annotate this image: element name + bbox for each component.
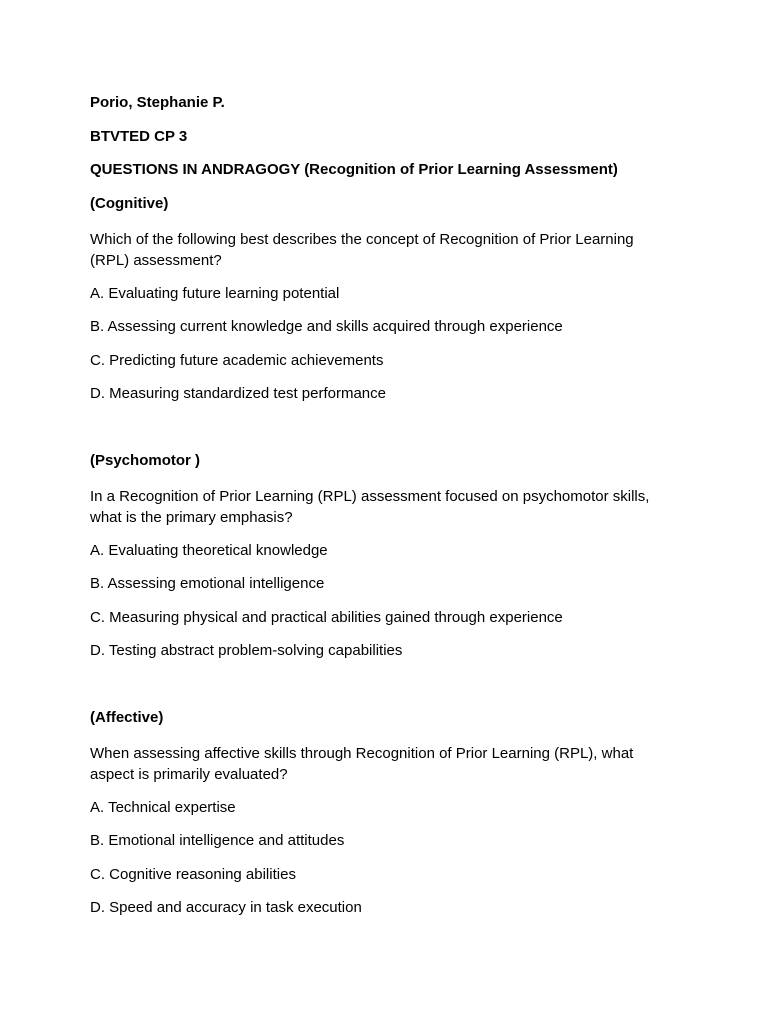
question-text: In a Recognition of Prior Learning (RPL) assessment focused on psychomotor skills, what is the primary emphasis? bbox=[90, 487, 650, 526]
question-section-cognitive bbox=[90, 193, 675, 405]
section-heading: (Cognitive) bbox=[90, 194, 169, 212]
answer-option: B. Emotional intelligence and attitudes bbox=[90, 832, 345, 849]
section-spacer bbox=[90, 674, 675, 707]
answer-option: D. Testing abstract problem-solving capabilities bbox=[90, 642, 403, 659]
answer-option: A. Technical expertise bbox=[90, 798, 236, 816]
question-text: Which of the following best describes the concept of Recognition of Prior Learning (RPL) assessment? bbox=[90, 230, 634, 269]
answer-option: C. Predicting future academic achievements bbox=[90, 351, 384, 369]
answer-option: B. Assessing current knowledge and skills acquired through experience bbox=[90, 318, 563, 335]
answer-option: D. Measuring standardized test performance bbox=[90, 385, 386, 402]
answer-option: A. Evaluating future learning potential bbox=[90, 284, 340, 302]
answer-option: A. Evaluating theoretical knowledge bbox=[90, 541, 328, 559]
answer-option: B. Assessing emotional intelligence bbox=[90, 575, 325, 592]
section-heading: (Psychomotor ) bbox=[90, 451, 201, 469]
question-section-affective bbox=[90, 707, 675, 919]
question-text: When assessing affective skills through Recognition of Prior Learning (RPL), what aspect is primarily evaluated? bbox=[90, 744, 634, 783]
answer-option: D. Speed and accuracy in task execution bbox=[90, 899, 362, 916]
section-heading: (Affective) bbox=[90, 708, 164, 726]
document-title: QUESTIONS IN ANDRAGOGY (Recognition of Prior Learning Assessment) bbox=[90, 161, 618, 178]
answer-option: C. Measuring physical and practical abilities gained through experience bbox=[90, 608, 563, 626]
document-content bbox=[90, 92, 675, 931]
author-name: Porio, Stephanie P. bbox=[90, 94, 225, 111]
course-code: BTVTED CP 3 bbox=[90, 127, 188, 145]
answer-option: C. Cognitive reasoning abilities bbox=[90, 865, 296, 883]
section-spacer bbox=[90, 417, 675, 450]
question-section-psychomotor bbox=[90, 450, 675, 662]
